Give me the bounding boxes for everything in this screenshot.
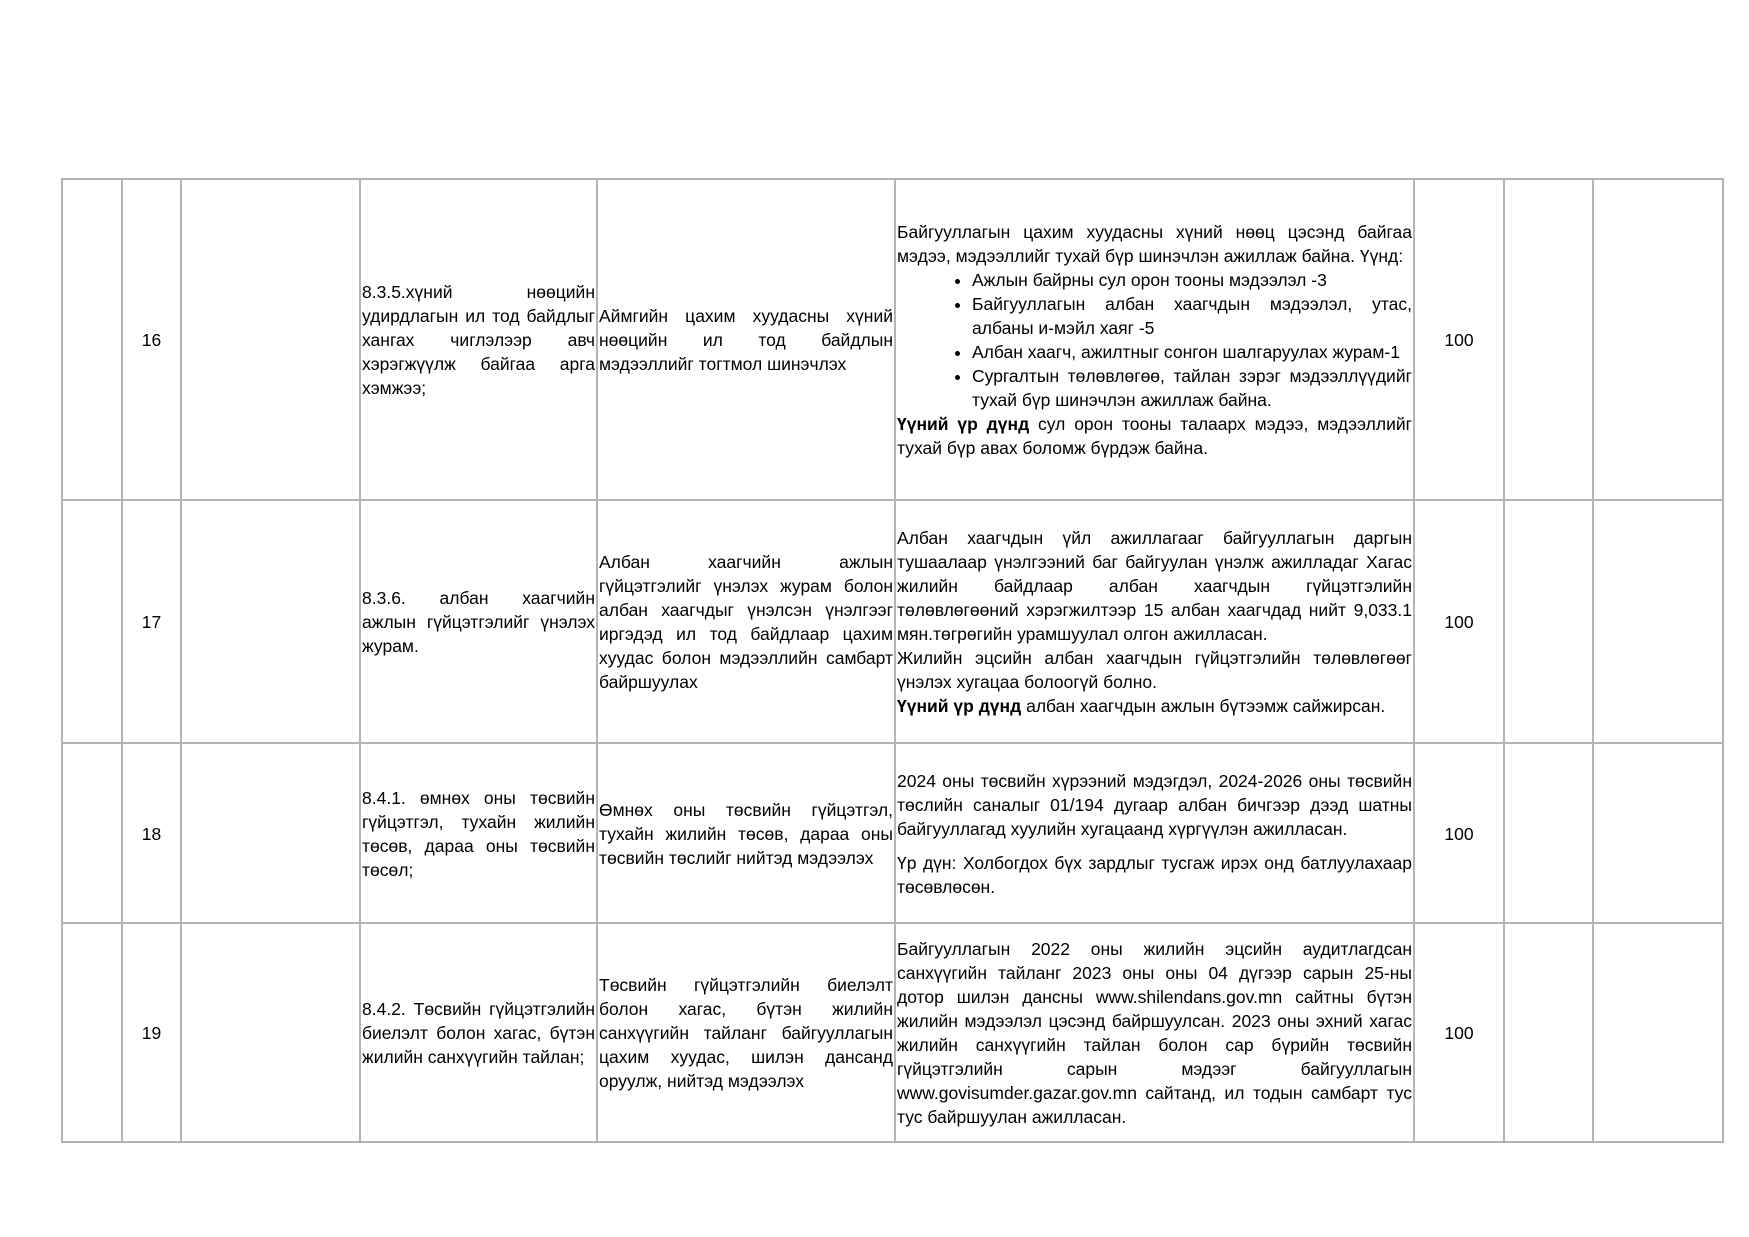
row-number: 19: [122, 923, 181, 1142]
score-cell: 100: [1414, 500, 1504, 743]
result-outcome: [897, 694, 1412, 718]
score-cell: 100: [1414, 179, 1504, 500]
row-number: 16: [122, 179, 181, 500]
table-row: [62, 923, 1723, 1142]
empty-cell: [1593, 500, 1723, 743]
indicator-cell: 8.4.2. Төсвийн гүйцэтгэлийн биелэлт болон хагас, бүтэн жилийн санхүүгийн тайлан;: [360, 923, 597, 1142]
empty-cell: [181, 179, 360, 500]
result-paragraph: Албан хаагчдын үйл ажиллагааг байгууллагын даргын тушаалаар үнэлгээний баг байгуулан үнэлж ажилладаг Хагас жилийн байдлаар албан хаагчдын гүйцэтгэлийн төлөвлөгөөний хэрэгжилтээр 15 албан хаагчдад нийт 9,033.1 мян.төгрөгийн урамшуулал олгон ажилласан.: [897, 528, 1412, 644]
result-list: [897, 268, 1412, 412]
empty-cell: [181, 923, 360, 1142]
activity-cell: Аймгийн цахим хуудасны хүний нөөцийн ил тод байдлын мэдээллийг тогтмол шинэчлэх: [597, 179, 895, 500]
empty-cell: [62, 179, 122, 500]
table-row: [62, 179, 1723, 500]
row-number: 17: [122, 500, 181, 743]
empty-cell: [1504, 500, 1593, 743]
table-row: [62, 743, 1723, 923]
indicator-cell: 8.4.1. өмнөх оны төсвийн гүйцэтгэл, тухайн жилийн төсөв, дараа оны төсвийн төсөл;: [360, 743, 597, 923]
outcome-text: албан хаагчдын ажлын бүтээмж сайжирсан.: [1021, 696, 1386, 716]
empty-cell: [181, 500, 360, 743]
result-cell: [895, 500, 1414, 743]
result-cell: [895, 179, 1414, 500]
empty-cell: [1593, 743, 1723, 923]
empty-cell: [181, 743, 360, 923]
empty-cell: [1504, 743, 1593, 923]
row-number: 18: [122, 743, 181, 923]
activity-cell: Өмнөх оны төсвийн гүйцэтгэл, тухайн жилийн төсөв, дараа оны төсвийн төслийг нийтэд мэдээлэх: [597, 743, 895, 923]
activity-cell: Төсвийн гүйцэтгэлийн биелэлт болон хагас, бүтэн жилийн санхүүгийн тайланг байгууллагын цахим хуудас, шилэн дансанд оруулж, нийтэд мэдээлэх: [597, 923, 895, 1142]
empty-cell: [1504, 179, 1593, 500]
list-item: • Ажлын байрны сул орон тооны мэдээлэл -3: [972, 268, 1412, 292]
outcome-text: сул орон тооны талаарх мэдээ, мэдээллийг тухай бүр авах боломж бүрдэж байна.: [897, 414, 1413, 458]
outcome-label: Үүний үр дүнд: [897, 696, 1022, 716]
empty-cell: [62, 500, 122, 743]
empty-cell: [1593, 923, 1723, 1142]
indicator-cell: 8.3.5.хүний нөөцийн удирдлагын ил тод байдлыг хангах чиглэлээр авч хэрэгжүүлж байгаа арга хэмжээ;: [360, 179, 597, 500]
list-item: • Албан хаагч, ажилтныг сонгон шалгаруулах журам-1: [972, 340, 1412, 364]
table-row: [62, 500, 1723, 743]
result-outcome: [897, 412, 1412, 460]
result-paragraph: 2024 оны төсвийн хүрээний мэдэгдэл, 2024-2026 оны төсвийн төслийн саналыг 01/194 дугаар албан бичгээр дээд шатны байгууллагад хуулийн хугацаанд хүргүүлэн ажилласан.: [897, 770, 1412, 839]
score-cell: 100: [1414, 743, 1504, 923]
list-item: • Байгууллагын албан хаагчдын мэдээлэл, утас, албаны и-мэйл хаяг -5: [972, 292, 1412, 340]
outcome-label: Үүний үр дүнд: [897, 414, 1030, 434]
result-cell: [895, 743, 1414, 923]
result-intro: Байгууллагын цахим хуудасны хүний нөөц цэсэнд байгаа мэдээ, мэдээллийг тухай бүр шинэчлэн ажиллаж байна. Үүнд:: [897, 222, 1412, 266]
result-paragraph: Жилийн эцсийн албан хаагчдын гүйцэтгэлийн төлөвлөгөөг үнэлэх хугацаа болоогүй болно.: [897, 648, 1412, 692]
empty-cell: [62, 743, 122, 923]
score-cell: 100: [1414, 923, 1504, 1142]
report-table: [61, 178, 1724, 1143]
result-paragraph: Үр дүн: Холбогдох бүх зардлыг тусгаж ирэх онд батлуулахаар төсөвлөсөн.: [897, 852, 1412, 897]
activity-cell: Албан хаагчийн ажлын гүйцэтгэлийг үнэлэх журам болон албан хаагчдыг үнэлсэн үнэлгээг иргэдэд ил тод байдлаар цахим хуудас болон мэдээллийн самбарт байршуулах: [597, 500, 895, 743]
result-cell: [895, 923, 1414, 1142]
empty-cell: [1504, 923, 1593, 1142]
indicator-cell: 8.3.6. албан хаагчийн ажлын гүйцэтгэлийг үнэлэх журам.: [360, 500, 597, 743]
empty-cell: [1593, 179, 1723, 500]
result-paragraph: Байгууллагын 2022 оны жилийн эцсийн аудитлагдсан санхүүгийн тайланг 2023 оны оны 04 дүгээр сарын 25-ны дотор шилэн дансны www.shilendans.gov.mn сайтны бүтэн жилийн мэдээлэл цэсэнд байршуулсан. 2023 оны эхний хагас жилийн санхүүгийн тайлан болон сар бүрийн төсвийн гүйцэтгэлийн сарын мэдээг байгууллагын www.govisumder.gazar.gov.mn сайтанд, ил тодын самбарт тус тус байршуулан ажилласан.: [897, 939, 1412, 1127]
list-item: • Сургалтын төлөвлөгөө, тайлан зэрэг мэдээллүүдийг тухай бүр шинэчлэн ажиллаж байна.: [972, 364, 1412, 412]
empty-cell: [62, 923, 122, 1142]
